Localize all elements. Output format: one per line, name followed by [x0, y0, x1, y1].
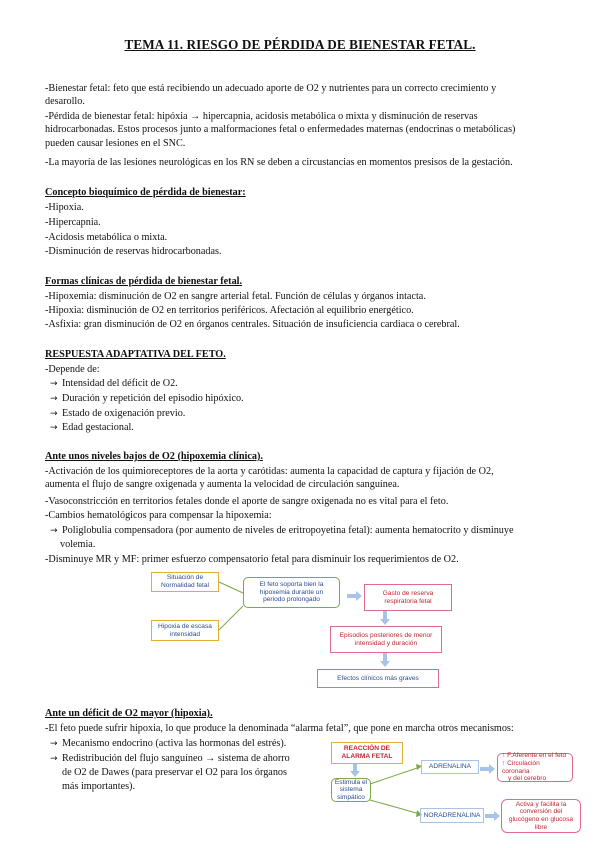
intro-p2-line1: -Pérdida de bienestar fetal: hipóxia → hipercapnia, acidosis metabólica o mixta y disminución de reservas: [45, 111, 478, 122]
effect-line: ↑ Circulación coronaria: [502, 759, 540, 775]
hipoxemia-subitem: [50, 524, 514, 538]
box-normalidad-fetal: Situación de Normalidad fetal: [151, 572, 219, 592]
intro-p1-line2: desarollo.: [45, 96, 85, 108]
arrow-right-icon: →: [50, 526, 58, 536]
hipoxemia-subitem-line1: Poliglobulia compensadora (por aumento de niveles de eritropoyetina fetal): aumenta hematocrito y disminuye: [62, 525, 514, 536]
intro-p1-line1: -Bienestar fetal: feto que está recibiendo un adecuado aporte de O2 y nutrientes para un correcto crecimiento y: [45, 83, 497, 94]
intro-p2-line3: pueden causar lesiones en el SNC.: [45, 137, 186, 149]
respuesta-item: [50, 377, 178, 391]
formas-heading: Formas clínicas de pérdida de bienestar fetal.: [45, 276, 243, 287]
hipoxemia-paragraph-3: -Cambios hematológicos para compensar la hipoxemia:: [45, 510, 272, 521]
arrow-down-icon: [350, 764, 360, 777]
concepto-item: -Acidosis metabólica o mixta.: [45, 232, 168, 243]
intro-p2-line2: hidrocarbonadas. Estos procesos junto a malformaciones fetal o enfermedades maternas (endocrinas o metabólicas): [45, 124, 516, 136]
box-reaccion-alarma: REACCIÓN DE ALARMA FETAL: [331, 742, 403, 764]
hipoxia-item-line2: de O2 de Dawes (para preservar el O2 para los órganos: [62, 767, 287, 778]
arrow-right-icon: [480, 764, 495, 774]
box-efectos-adrenalina: [497, 753, 573, 782]
respuesta-intro: -Depende de:: [45, 364, 100, 375]
hipoxia-item: [50, 752, 290, 766]
hipoxia-item-label: Mecanismo endocrino (activa las hormonas del estrés).: [62, 738, 287, 749]
concepto-item: -Hipercapnia.: [45, 217, 101, 228]
respuesta-item: [50, 392, 244, 406]
hipoxemia-paragraph-4: -Disminuye MR y MF: primer esfuerzo compensatorio fetal para disminuir los requerimientos de O2.: [45, 554, 459, 565]
respuesta-item-label: Duración y repetición del episodio hipóxico.: [62, 393, 244, 404]
arrow-right-icon: [485, 811, 500, 821]
hipoxemia-paragraph-1: [45, 465, 558, 492]
hipoxia-paragraph-1: -El feto puede sufrir hipoxia, lo que produce la denominada “alarma fetal”, que pone en marcha otros mecanismos:: [45, 723, 514, 734]
hipoxemia-heading: Ante unos niveles bajos de O2 (hipoxemia clínica).: [45, 451, 263, 462]
hipoxemia-subitem-line2: volemia.: [60, 539, 96, 550]
arrow-right-icon: →: [50, 739, 58, 749]
connector-line: [219, 606, 243, 630]
box-feto-soporta: El feto soporta bien la hipoxemia durante un periodo prolongado: [243, 577, 340, 608]
box-hipoxia-escasa: Hipoxia de escasa intensidad: [151, 620, 219, 641]
respuesta-item-label: Edad gestacional.: [62, 422, 134, 433]
arrow-right-icon: [347, 591, 362, 601]
page-title: TEMA 11. RIESGO DE PÉRDIDA DE BIENESTAR FETAL.: [124, 37, 476, 52]
concepto-item: -Disminución de reservas hidrocarbonadas.: [45, 246, 222, 257]
arrow-down-icon: [380, 611, 390, 625]
respuesta-item-label: Estado de oxigenación previo.: [62, 408, 186, 419]
box-estimula-simpatico: Estimula el sistema simpático: [331, 778, 371, 802]
box-efectos-clinicos: Efectos clínicos más graves: [317, 669, 439, 688]
arrow-right-icon: →: [50, 754, 58, 764]
intro-paragraph-2: [45, 110, 558, 150]
hipoxia-item: [50, 737, 286, 751]
hipoxemia-paragraph-2: -Vasoconstricción en territorios fetales donde el aporte de sangre oxigenada no es vital para el feto.: [45, 496, 449, 507]
formas-item: -Asfixia: gran disminución de O2 en órganos centrales. Situación de insuficiencia cardiaca o cerebral.: [45, 319, 460, 330]
concepto-item: -Hipoxia.: [45, 202, 84, 213]
respuesta-item: [50, 407, 185, 421]
formas-item: -Hipoxemia: disminución de O2 en sangre arterial fetal. Función de células y órganos intacta.: [45, 291, 426, 302]
hipoxia-item-label: Redistribución del flujo sanguíneo → sistema de ahorro: [62, 753, 290, 764]
hipoxia-heading: Ante un déficit de O2 mayor (hipoxia).: [45, 708, 213, 719]
effect-line: ↑ F.Aferente en el feto: [502, 752, 567, 760]
effect-line: y del cerebro: [508, 775, 547, 783]
arrow-right-icon: →: [50, 423, 58, 433]
arrow-right-icon: →: [50, 409, 58, 419]
box-episodios-posteriores: Episodios posteriores de menor intensidad y duración: [330, 626, 442, 653]
arrow-right-icon: →: [50, 379, 58, 389]
hipoxemia-p1-line2: aumenta el flujo de sangre oxigenada y aumenta la velocidad de circulación sanguínea.: [45, 479, 400, 491]
box-glucogeno: Activa y facilita la conversión del glucógeno en glucosa libre: [501, 799, 581, 833]
arrow-right-icon: →: [50, 394, 58, 404]
concepto-heading: Concepto bioquímico de pérdida de bienestar:: [45, 187, 246, 198]
intro-paragraph-1: [45, 82, 558, 109]
connector-line: [219, 582, 243, 593]
connector-line: [370, 800, 420, 814]
intro-paragraph-3: -La mayoría de las lesiones neurológicas en los RN se deben a circustancias en momentos presisos de la gestación.: [45, 157, 513, 168]
respuesta-item-label: Intensidad del déficit de O2.: [62, 378, 178, 389]
box-adrenalina: ADRENALINA: [421, 760, 479, 774]
box-noradrenalina: NORADRENALINA: [420, 808, 484, 823]
respuesta-item: [50, 421, 134, 435]
hipoxemia-p1-line1: -Activación de los quimioreceptores de la aorta y carótidas: aumenta la capacidad de captura y fijación de O2,: [45, 466, 494, 477]
hipoxia-item-line3: más importantes).: [62, 781, 135, 792]
box-gasto-reserva: Gasto de reserva respiratoria fetal: [364, 584, 452, 611]
arrow-down-icon: [380, 653, 390, 667]
connector-line: [370, 767, 420, 784]
respuesta-heading: RESPUESTA ADAPTATIVA DEL FETO.: [45, 349, 226, 360]
formas-item: -Hipoxia: disminución de O2 en territorios periféricos. Afectación al equilibrio energético.: [45, 305, 414, 316]
